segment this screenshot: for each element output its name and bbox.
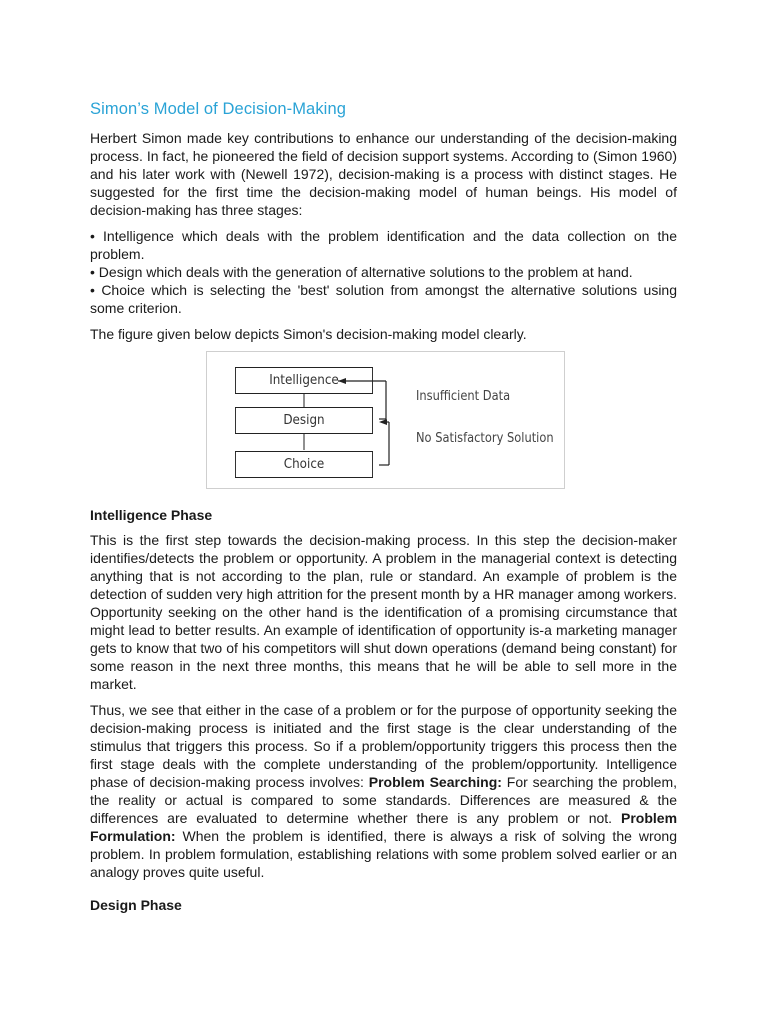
design-phase-heading: Design Phase [90, 897, 182, 913]
intro-paragraph: Herbert Simon made key contributions to enhance our understanding of the decision-making process. In fact, he pioneered the field of decision support systems. According to (Simon 1960) and his later work with (Newell 1972), decision-making is a process with distinct stages. He suggested for the first time the decision-making model of human beings. His model of decision-making has three stages: [90, 130, 677, 218]
intelligence-paragraph-1: This is the first step towards the decision-making process. In this step the decision-maker identifies/detects the problem or opportunity. A problem in the managerial context is detecting anything that is not according to the plan, rule or standard. An example of problem is the detection of sudden very high attrition for the present month by a HR manager among workers. Opportunity seeking on the other hand is the identification of a promising circumstance that might lead to better results. An example of identification of opportunity is-a marketing manager gets to know that two of his competitors will shut down operations (demand being constant) for some reason in the next three months, this means that he will be able to sell more in the market. [90, 532, 677, 692]
no-satisfactory-solution-label: No Satisfactory Solution [416, 431, 554, 446]
problem-formulation-label: Problem Formulation: [90, 810, 678, 844]
intelligence-phase-heading: Intelligence Phase [90, 507, 213, 523]
choice-box: Choice [235, 451, 373, 478]
problem-formulation-text: When the problem is identified, there is always a risk of solving the wrong problem. In problem formulation, establishing relations with some problem solved earlier or an analogy proves quite useful. [90, 828, 677, 880]
intelligence-paragraph-2-text: Thus, we see that either in the case of a problem or for the purpose of opportunity seeking the decision-making process is initiated and the first stage is the clear understanding of the stimulus that triggers this process. So if a problem/opportunity triggers this process then the first stage deals with the complete understanding of the problem/opportunity. Intelligence phase of decision-making process involves: [90, 702, 677, 790]
simon-model-figure [206, 351, 565, 489]
insufficient-data-label: Insufficient Data [416, 389, 511, 404]
stage-item-design: • Design which deals with the generation of alternative solutions to the problem at hand. [90, 264, 633, 280]
intelligence-box: Intelligence [235, 367, 373, 394]
page-title: Simon’s Model of Decision-Making [90, 100, 347, 118]
stage-list [90, 227, 677, 317]
figure-caption: The figure given below depicts Simon's decision-making model clearly. [90, 326, 527, 342]
stage-item-intelligence: • Intelligence which deals with the problem identification and the data collection on the problem. [90, 228, 677, 262]
document-content [90, 100, 677, 921]
design-arrowhead [379, 419, 387, 425]
stage-item-choice: • Choice which is selecting the 'best' solution from amongst the alternative solutions using some criterion. [90, 282, 677, 316]
problem-searching-text: For searching the problem, the reality or actual is compared to some standards. Differences are measured & the differences are evaluated to determine whether there is any problem or not. [90, 774, 677, 826]
intelligence-paragraph-2 [90, 701, 677, 881]
problem-searching-label: Problem Searching: [368, 774, 502, 790]
design-box: Design [235, 407, 373, 434]
